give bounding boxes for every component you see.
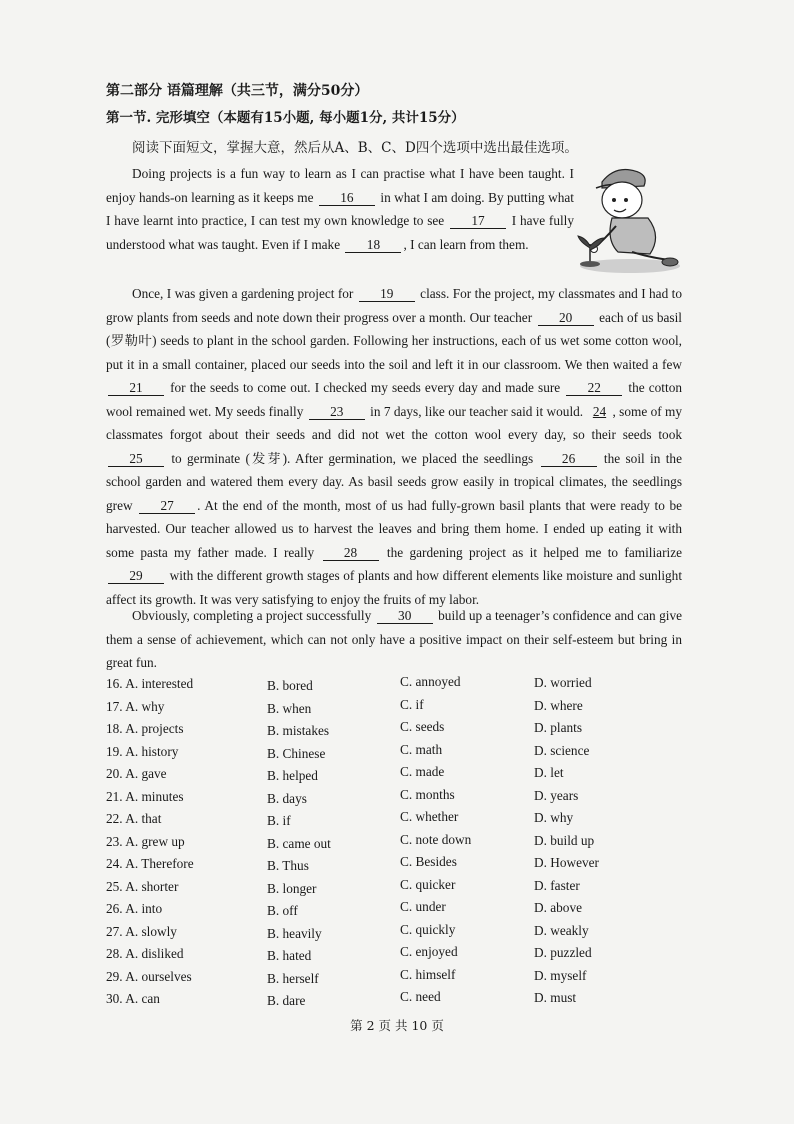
option-d[interactable]: D. must <box>534 990 577 1005</box>
option-row <box>106 766 706 789</box>
option-row <box>106 831 706 857</box>
option-a[interactable]: 27. A. slowly <box>106 923 177 939</box>
paragraph-2 <box>106 282 682 611</box>
option-a[interactable]: 24. A. Therefore <box>106 856 194 871</box>
option-row <box>106 966 706 992</box>
option-d[interactable]: D. where <box>534 697 583 713</box>
option-d[interactable]: D. However <box>534 855 599 870</box>
option-row <box>106 876 706 902</box>
option-a[interactable]: 23. A. grew up <box>106 833 185 849</box>
option-row <box>106 741 706 767</box>
page-number: 第 2 页 共 10 页 <box>350 1018 444 1033</box>
option-b[interactable]: B. dare <box>267 993 306 1008</box>
option-row <box>106 901 706 924</box>
passage-text: build up a teenager’s confidence and can give them a sense of achievement, which can not only have a positive impact on their self-esteem but bring in great fun. <box>106 608 682 670</box>
passage-text: the soil in the school garden and watered them every day. As basil seeds grow easily in tropical climates, the seedlings grew <box>106 450 682 513</box>
option-a[interactable]: 29. A. ourselves <box>106 968 192 984</box>
option-d[interactable]: D. weakly <box>534 922 589 938</box>
option-a[interactable]: 16. A. interested <box>106 676 194 691</box>
option-b[interactable]: B. when <box>267 700 312 716</box>
option-c[interactable]: C. note down <box>400 831 472 847</box>
option-row <box>106 786 706 812</box>
answer-options <box>106 676 706 1014</box>
blank-18: 18 <box>345 237 401 253</box>
option-d[interactable]: D. why <box>534 810 574 825</box>
option-d[interactable]: D. worried <box>534 675 592 690</box>
option-b[interactable]: B. mistakes <box>267 723 330 738</box>
passage-text: in what I am doing. By putting what I have learnt into practice, I can test my own knowledge to see <box>106 189 574 228</box>
option-row <box>106 991 706 1014</box>
option-c[interactable]: C. whether <box>400 809 459 824</box>
passage-text: for the seeds to come out. I checked my seeds every day and made sure <box>170 380 561 395</box>
option-row <box>106 856 706 879</box>
option-d[interactable]: D. myself <box>534 967 587 983</box>
option-c[interactable]: C. himself <box>400 966 456 982</box>
option-d[interactable]: D. build up <box>534 832 595 848</box>
option-d[interactable]: D. puzzled <box>534 945 592 960</box>
option-b[interactable]: B. heavily <box>267 925 322 941</box>
option-b[interactable]: B. if <box>267 813 291 828</box>
option-c[interactable]: C. need <box>400 989 441 1004</box>
option-row <box>106 811 706 834</box>
blank-28: 28 <box>323 545 379 561</box>
option-c[interactable]: C. quicker <box>400 876 456 892</box>
section-subtitle: 第一节. 完形填空（本题有15小题, 每小题1分, 共计15分） <box>106 110 465 126</box>
option-c[interactable]: C. annoyed <box>400 674 461 689</box>
passage-text: . At the end of the month, most of us had fully-grown basil plants that were ready to be harvested. Our teacher allowed us to harvest the leaves and bring them home. I ended up eating it with some pasta my father made. I really <box>106 497 682 560</box>
option-a[interactable]: 28. A. disliked <box>106 946 184 961</box>
passage-text: I have fully understood what was taught. Even if I make <box>106 213 575 252</box>
option-row <box>106 721 706 744</box>
option-c[interactable]: C. enjoyed <box>400 944 458 959</box>
passage-text: Doing projects is a fun way to learn as I can practise what I have been taught. I enjoy hands-on learning as it keeps me <box>106 166 574 205</box>
option-b[interactable]: B. came out <box>267 835 331 851</box>
option-a[interactable]: 30. A. can <box>106 991 160 1006</box>
blank-23: 23 <box>309 404 365 420</box>
option-a[interactable]: 22. A. that <box>106 811 162 826</box>
passage-text: with the different growth stages of plants and how different elements like moisture and sunlight affect its growth. It was very satisfying to enjoy the fruits of my labor. <box>106 568 683 607</box>
option-d[interactable]: D. let <box>534 765 564 780</box>
blank-19: 19 <box>359 286 415 302</box>
option-c[interactable]: C. math <box>400 741 443 757</box>
option-d[interactable]: D. plants <box>534 720 583 735</box>
option-b[interactable]: B. bored <box>267 678 313 693</box>
option-c[interactable]: C. Besides <box>400 854 457 869</box>
option-c[interactable]: C. if <box>400 696 424 712</box>
passage-text: Once, I was given a gardening project for <box>132 286 354 301</box>
option-b[interactable]: B. hated <box>267 948 312 963</box>
blank-25: 25 <box>108 451 164 467</box>
option-a[interactable]: 21. A. minutes <box>106 788 184 804</box>
passage-text: each of us basil (罗勒叶) seeds to plant in the school garden. Following her instructions, each of us wet some cotton wool, put it in a small container, placed our seeds into the soil and left it in our classroom. We then waited a few <box>106 309 682 372</box>
paragraph-1 <box>106 162 574 256</box>
option-b[interactable]: B. helped <box>267 768 318 783</box>
passage-text: the gardening project as it helped me to familiarize <box>386 544 682 560</box>
option-d[interactable]: D. faster <box>534 877 580 893</box>
option-d[interactable]: D. years <box>534 787 579 803</box>
passage-text: class. For the project, my classmates and I had to grow plants from seeds and note down their progress over a month. Our teacher <box>106 286 682 325</box>
passage-text: in 7 days, like our teacher said it would. <box>370 403 584 419</box>
instruction-text: 阅读下面短文，掌握大意，然后从A、B、C、D四个选项中选出最佳选项。 <box>132 140 578 156</box>
option-b[interactable]: B. Thus <box>267 858 309 873</box>
option-b[interactable]: B. longer <box>267 880 317 896</box>
blank-27: 27 <box>139 498 195 514</box>
option-a[interactable]: 25. A. shorter <box>106 878 179 894</box>
blank-20: 20 <box>538 310 594 326</box>
option-row <box>106 921 706 947</box>
option-a[interactable]: 18. A. projects <box>106 721 184 736</box>
option-b[interactable]: B. Chinese <box>267 745 326 761</box>
section-title: 第二部分 语篇理解（共三节，满分50分） <box>106 83 369 99</box>
option-c[interactable]: C. under <box>400 899 446 914</box>
blank-26: 26 <box>541 451 597 467</box>
passage-text: , some of my classmates forgot about their seeds and did not wet the cotton wool every day, so their seeds took <box>106 403 683 442</box>
blank-21: 21 <box>108 380 164 396</box>
passage-text: Obviously, completing a project successfully <box>132 608 372 623</box>
option-row <box>106 946 706 969</box>
blank-30: 30 <box>377 608 433 624</box>
option-c[interactable]: C. seeds <box>400 719 445 734</box>
passage-text: the cotton wool remained wet. My seeds finally <box>106 380 682 419</box>
option-b[interactable]: B. days <box>267 790 307 806</box>
option-a[interactable]: 19. A. history <box>106 743 179 759</box>
option-a[interactable]: 17. A. why <box>106 698 165 714</box>
blank-22: 22 <box>566 380 622 396</box>
option-d[interactable]: D. science <box>534 742 590 758</box>
passage-text: , I can learn from them. <box>403 236 529 252</box>
option-b[interactable]: B. herself <box>267 970 319 986</box>
boy-gardening-illustration <box>572 160 684 278</box>
option-row <box>106 676 706 699</box>
option-c[interactable]: C. quickly <box>400 921 456 937</box>
option-c[interactable]: C. months <box>400 786 455 802</box>
option-a[interactable]: 20. A. gave <box>106 766 167 781</box>
option-c[interactable]: C. made <box>400 764 445 779</box>
passage-text: to germinate (发芽). After germination, we placed the seedlings <box>171 450 534 466</box>
paragraph-3 <box>106 604 682 675</box>
option-a[interactable]: 26. A. into <box>106 901 163 916</box>
blank-24: 24 <box>592 403 607 419</box>
blank-17: 17 <box>450 213 506 229</box>
blank-29: 29 <box>108 568 164 584</box>
option-d[interactable]: D. above <box>534 900 582 915</box>
option-row <box>106 696 706 722</box>
option-b[interactable]: B. off <box>267 903 298 918</box>
blank-16: 16 <box>319 190 375 206</box>
